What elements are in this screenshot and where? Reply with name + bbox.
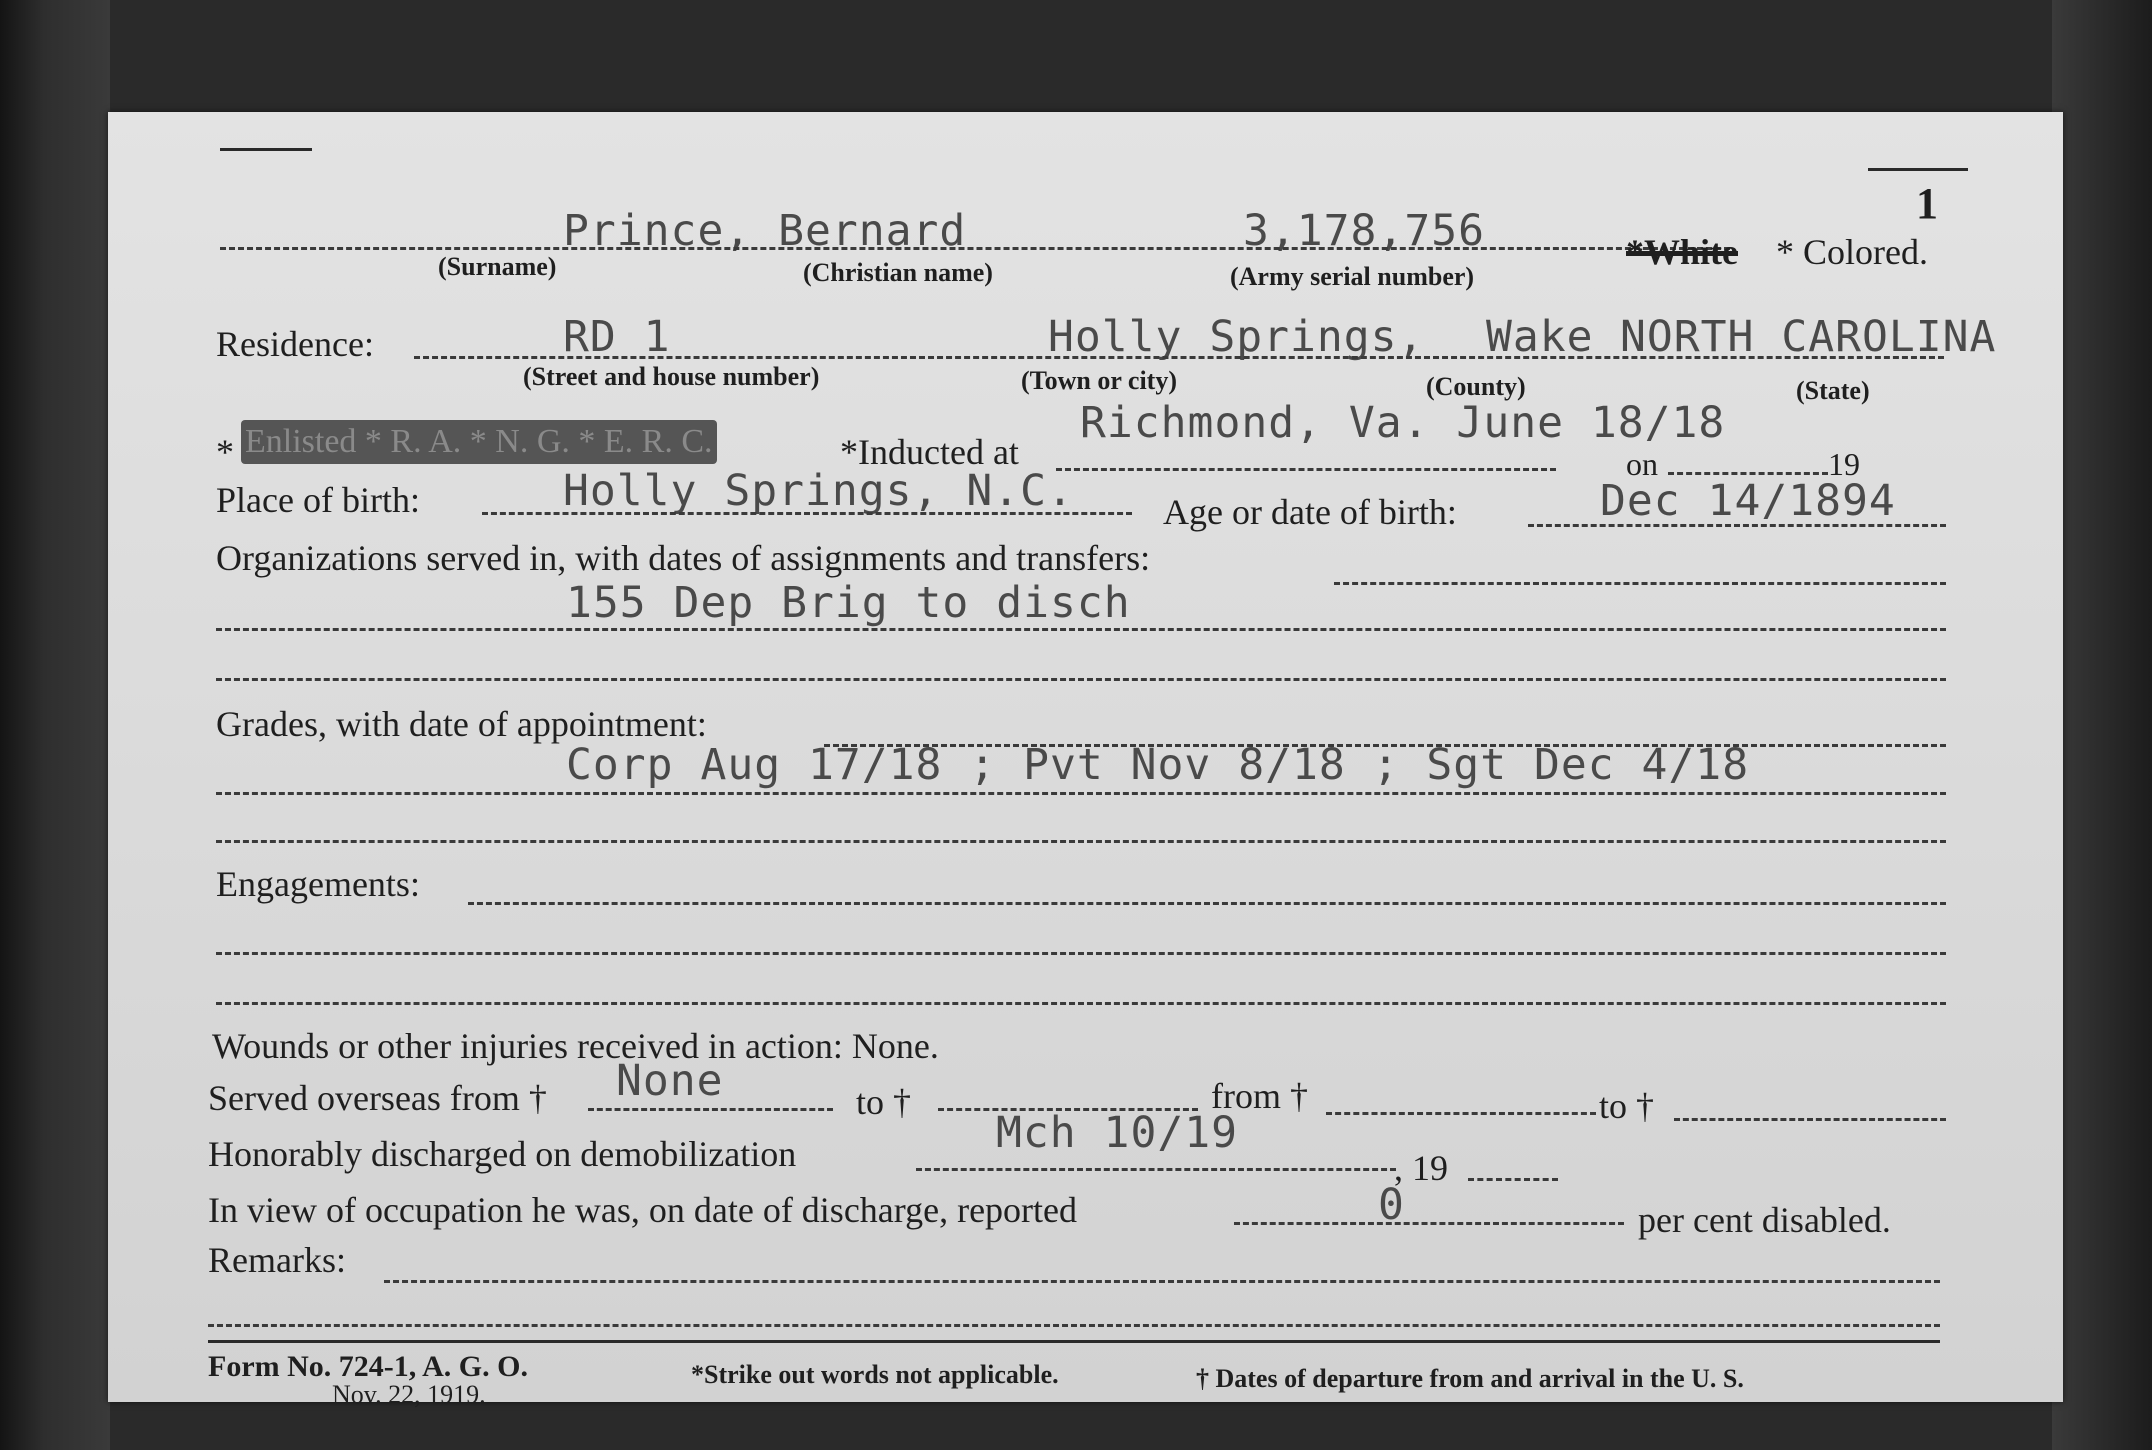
- overseas-from-line: [588, 1108, 833, 1111]
- on-label: on: [1626, 446, 1658, 482]
- engagements-line-1: [468, 902, 1946, 905]
- label-surname: (Surname): [438, 252, 557, 281]
- orgs-typed: 155 Dep Brig to disch: [566, 578, 1131, 628]
- street-typed: RD 1: [563, 312, 671, 362]
- remarks-line-2: [208, 1324, 1940, 1327]
- grades-typed: Corp Aug 17/18 ; Pvt Nov 8/18 ; Sgt Dec 4/18: [566, 740, 1750, 790]
- county-typed: Wake: [1486, 312, 1594, 362]
- label-christian-name: (Christian name): [803, 258, 993, 287]
- grades-line-2: [216, 792, 1946, 795]
- service-record-card: [108, 112, 2063, 1409]
- from-label: from †: [1211, 1076, 1308, 1116]
- birthdate-line: [1528, 524, 1946, 527]
- percent-label: per cent disabled.: [1638, 1200, 1891, 1240]
- name-typed: Prince, Bernard: [563, 206, 967, 256]
- footnote-dagger: † Dates of departure from and arrival in the U. S.: [1196, 1364, 1744, 1393]
- orgs-line-1: [1334, 582, 1946, 585]
- label-county: (County): [1426, 372, 1526, 401]
- year-label: 19: [1828, 446, 1860, 482]
- grades-line-3: [216, 840, 1946, 843]
- label-street: (Street and house number): [523, 362, 820, 391]
- discharge-year-line: [1468, 1178, 1558, 1181]
- to-label-2: to †: [1599, 1086, 1655, 1126]
- corner-rule-right: [1868, 168, 1968, 171]
- inducted-typed: Richmond, Va. June 18/18: [1080, 398, 1726, 448]
- discharge-line: [916, 1168, 1396, 1171]
- occupation-label: In view of occupation he was, on date of discharge, reported: [208, 1190, 1078, 1230]
- label-town: (Town or city): [1021, 366, 1177, 395]
- enlisted-star: *: [216, 432, 234, 472]
- to-label: to †: [856, 1082, 912, 1122]
- discharge-year-label: , 19: [1394, 1148, 1448, 1188]
- scanner-background-right: [2052, 0, 2152, 1450]
- return-to-line: [1674, 1118, 1946, 1121]
- disabled-typed: 0: [1378, 1180, 1405, 1230]
- inducted-line: [1056, 468, 1556, 471]
- orgs-label: Organizations served in, with dates of assignments and transfers:: [216, 538, 1151, 578]
- label-state: (State): [1796, 376, 1870, 405]
- white-label: *White: [1626, 232, 1738, 272]
- colored-label: * Colored.: [1776, 232, 1928, 272]
- disabled-line: [1234, 1222, 1624, 1225]
- engagements-line-2: [216, 952, 1946, 955]
- form-number: Form No. 724-1, A. G. O.: [208, 1350, 528, 1383]
- scanner-background-left: [0, 0, 110, 1450]
- overseas-label: Served overseas from †: [208, 1078, 547, 1118]
- birthplace-typed: Holly Springs, N.C.: [563, 466, 1074, 516]
- name-line: [220, 247, 1730, 250]
- remarks-line-1: [384, 1280, 1940, 1283]
- birthplace-label: Place of birth:: [216, 480, 420, 520]
- residence-label: Residence:: [216, 324, 374, 364]
- birthdate-typed: Dec 14/1894: [1600, 476, 1896, 526]
- engagements-line-3: [216, 1002, 1946, 1005]
- birthplace-line: [482, 512, 1132, 515]
- inducted-label: *Inducted at: [840, 432, 1019, 472]
- corner-rule-left: [220, 148, 312, 151]
- town-typed: Holly Springs,: [1048, 312, 1425, 362]
- grades-label: Grades, with date of appointment:: [216, 704, 707, 744]
- discharge-typed: Mch 10/19: [996, 1108, 1238, 1158]
- discharge-label: Honorably discharged on demobilization: [208, 1134, 797, 1174]
- age-label: Age or date of birth:: [1163, 492, 1457, 532]
- orgs-line-2: [216, 628, 1946, 631]
- footnote-strike: *Strike out words not applicable.: [691, 1360, 1059, 1389]
- overseas-typed: None: [616, 1056, 724, 1106]
- return-from-line: [1326, 1112, 1596, 1115]
- on-line: [1668, 472, 1828, 475]
- residence-line: [414, 356, 1944, 359]
- form-date: Nov. 22, 1919.: [332, 1380, 486, 1409]
- wounds-label: Wounds or other injuries received in action: None.: [212, 1026, 939, 1066]
- serial-typed: 3,178,756: [1243, 206, 1485, 256]
- state-typed: NORTH CAROLINA: [1620, 312, 1997, 362]
- enlisted-redacted: Enlisted * R. A. * N. G. * E. R. C.: [241, 420, 717, 464]
- footer-rule: [208, 1340, 1940, 1343]
- label-army-serial: (Army serial number): [1230, 262, 1475, 291]
- engagements-label: Engagements:: [216, 864, 420, 904]
- remarks-label: Remarks:: [208, 1240, 346, 1280]
- page-number: 1: [1916, 179, 1938, 228]
- orgs-line-3: [216, 678, 1946, 681]
